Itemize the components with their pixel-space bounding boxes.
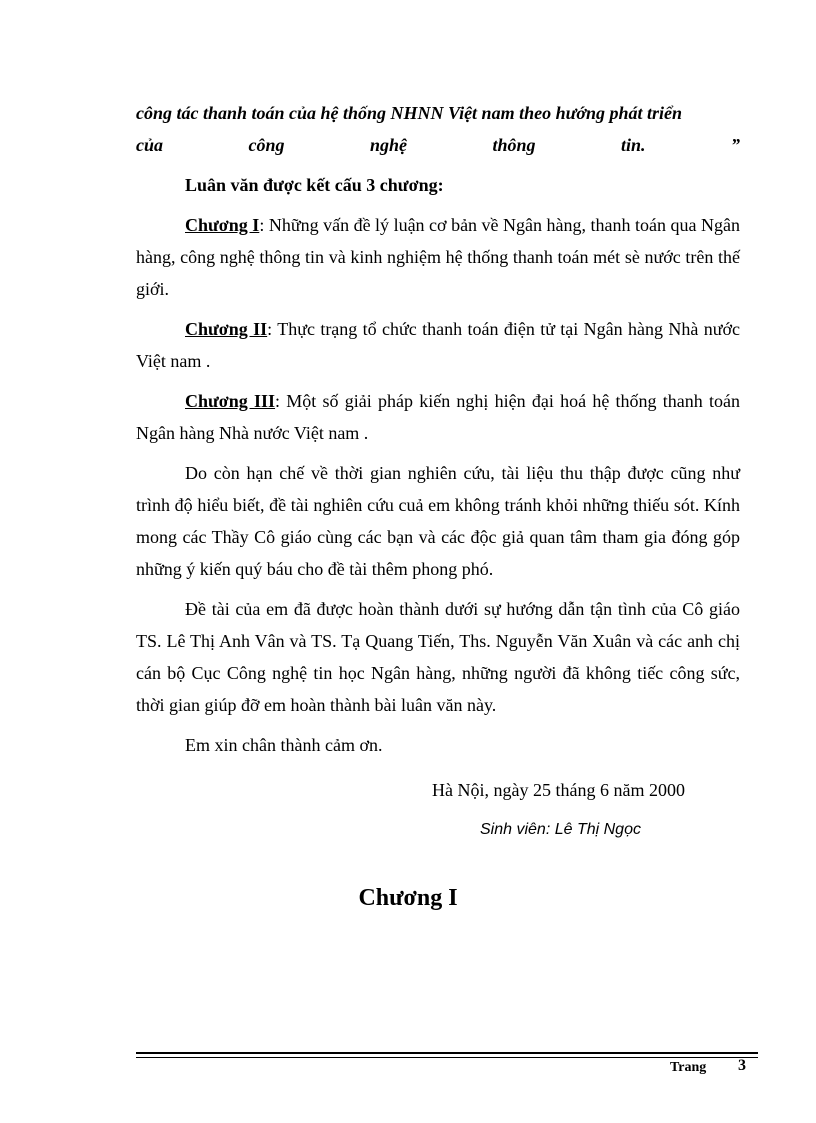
spacer <box>136 449 740 457</box>
chapter-3-ref: Chương III <box>185 391 276 411</box>
spacer <box>136 305 740 313</box>
spacer <box>136 377 740 385</box>
chapter-3-text: : Một số giải pháp kiến nghị hiện đại hoá hệ thống thanh toán Ngân hàng Nhà nước Việt nam . <box>136 391 740 443</box>
signature: Sinh viên: Lê Thị Ngọc <box>480 821 641 838</box>
spacer <box>136 721 740 729</box>
footer-rule-thin <box>136 1057 758 1058</box>
footer-page-label: Trang <box>670 1060 707 1075</box>
spacer <box>136 585 740 593</box>
limitations-paragraph: Do còn hạn chế về thời gian nghiên cứu, tài liệu thu thập được cũng như trình độ hiểu biết, đề tài nghiên cứu cuả em không tránh khỏi những thiếu sót. Kính mong các Thầy Cô giáo cùng các bạn và các độc giả quan tâm tham gia đóng góp những ý kiến quý báu cho đề tài thêm phong phó. <box>136 463 740 579</box>
chapter-heading: Chương I <box>358 885 458 911</box>
chapter-3-summary <box>136 385 740 449</box>
chapter-1-summary <box>136 209 740 305</box>
chapter-2-text: : Thực trạng tổ chức thanh toán điện tử tại Ngân hàng Nhà nước Việt nam . <box>136 319 740 371</box>
footer-page-number: 3 <box>738 1057 746 1074</box>
chapter-2-summary <box>136 313 740 377</box>
chapter-1-text: : Những vấn đề lý luận cơ bản về Ngân hàng, thanh toán qua Ngân hàng, công nghệ thông tin và kinh nghiệm hệ thống thanh toán mét sè nước trên thế giới. <box>136 215 741 299</box>
date-line: Hà Nội, ngày 25 tháng 6 năm 2000 <box>432 780 685 800</box>
closing-line: Em xin chân thành cảm ơn. <box>185 735 383 755</box>
body-text <box>136 97 740 761</box>
structure-heading: Luân văn được kết cấu 3 chương: <box>185 175 444 195</box>
spacer <box>136 161 740 169</box>
footer-rule-thick <box>136 1052 758 1054</box>
spacer <box>136 201 740 209</box>
thanks-paragraph: Đề tài của em đã được hoàn thành dưới sự hướng dẫn tận tình của Cô giáo TS. Lê Thị Anh Vân và TS. Tạ Quang Tiến, Ths. Nguyễn Văn Xuân và các anh chị cán bộ Cục Công nghệ tin học Ngân hàng, những người đã không tiếc công sức, thời gian giúp đỡ em hoàn thành bài luân văn này. <box>136 599 740 715</box>
chapter-1-ref: Chương I <box>185 215 260 235</box>
intro-line-1: công tác thanh toán của hệ thống NHNN Việt nam theo hướng phát triển <box>136 103 683 123</box>
chapter-2-ref: Chương II <box>185 319 268 339</box>
intro-line-2: của công nghệ thông tin. ” <box>136 135 740 155</box>
